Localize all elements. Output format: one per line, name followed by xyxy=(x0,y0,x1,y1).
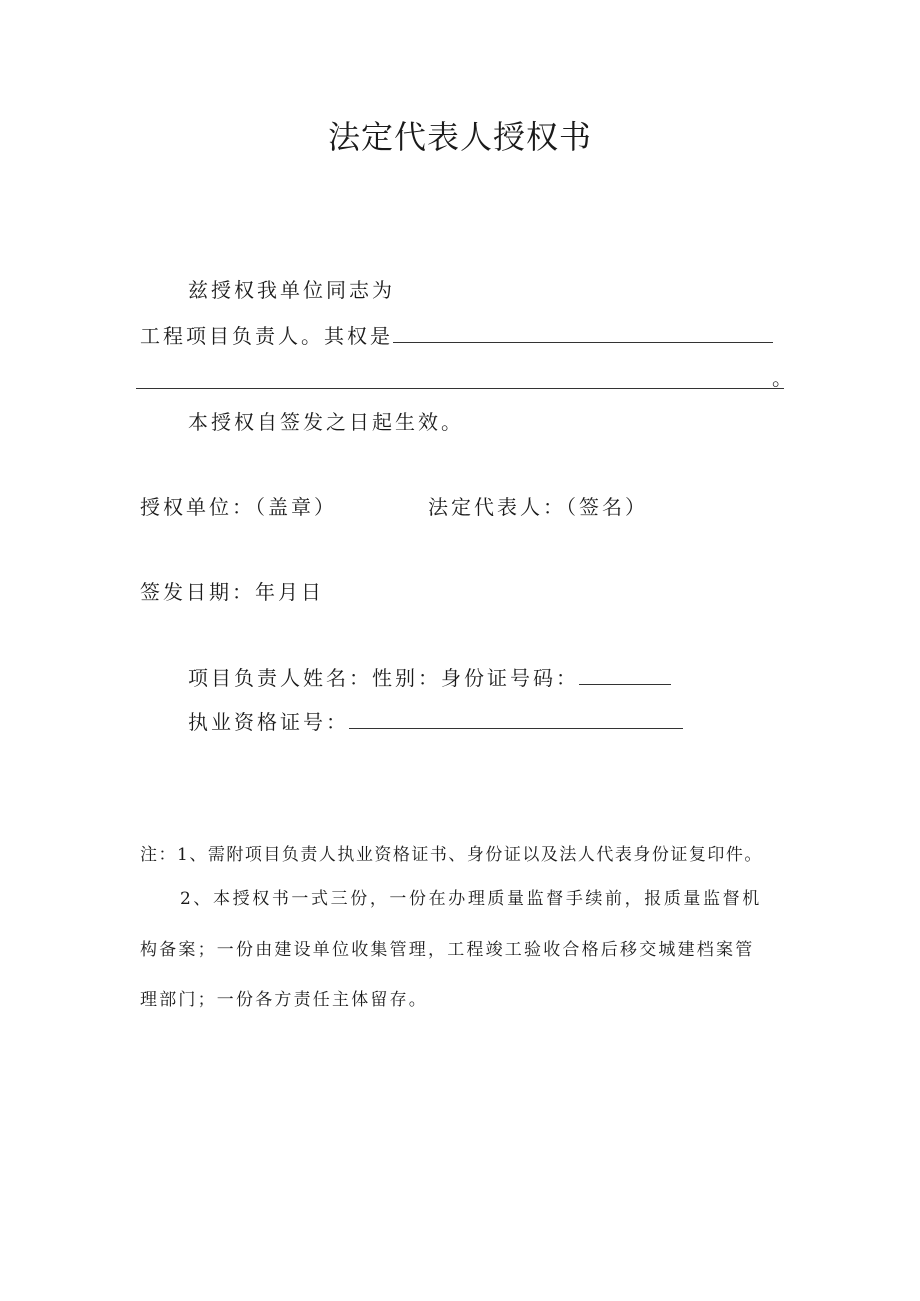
note-2-line-2: 构备案；一份由建设单位收集管理，工程竣工验收合格后移交城建档案管 xyxy=(140,940,755,960)
project-manager-info-label: 项目负责人姓名：性别：身份证号码： xyxy=(188,666,579,690)
document-title: 法定代表人授权书 xyxy=(327,118,592,156)
intro-line-2 xyxy=(140,320,773,349)
period-mark: 。 xyxy=(772,366,795,390)
qualification-number-blank[interactable] xyxy=(349,708,683,729)
note-1: 注：1、需附项目负责人执业资格证书、身份证以及法人代表身份证复印件。 xyxy=(140,845,763,865)
effective-statement: 本授权自签发之日起生效。 xyxy=(188,410,464,434)
note-2-line-3: 理部门；一份各方责任主体留存。 xyxy=(140,990,428,1010)
legal-representative-signature: 法定代表人：（签名） xyxy=(428,495,648,519)
qualification-row xyxy=(188,706,683,735)
project-manager-info xyxy=(188,662,671,691)
authorizing-unit-seal: 授权单位：（盖章） xyxy=(140,495,337,519)
id-number-blank[interactable] xyxy=(579,664,671,685)
intro-line-2-text: 工程项目负责人。其权是 xyxy=(140,324,393,348)
intro-line-1: 兹授权我单位同志为 xyxy=(188,278,395,302)
authority-blank[interactable] xyxy=(393,322,773,343)
qualification-label: 执业资格证号： xyxy=(188,710,349,734)
issue-date: 签发日期：年月日 xyxy=(140,580,324,604)
note-2-line-1: 2、本授权书一式三份，一份在办理质量监督手续前，报质量监督机 xyxy=(180,889,762,909)
authority-continuation-blank[interactable] xyxy=(136,388,784,389)
